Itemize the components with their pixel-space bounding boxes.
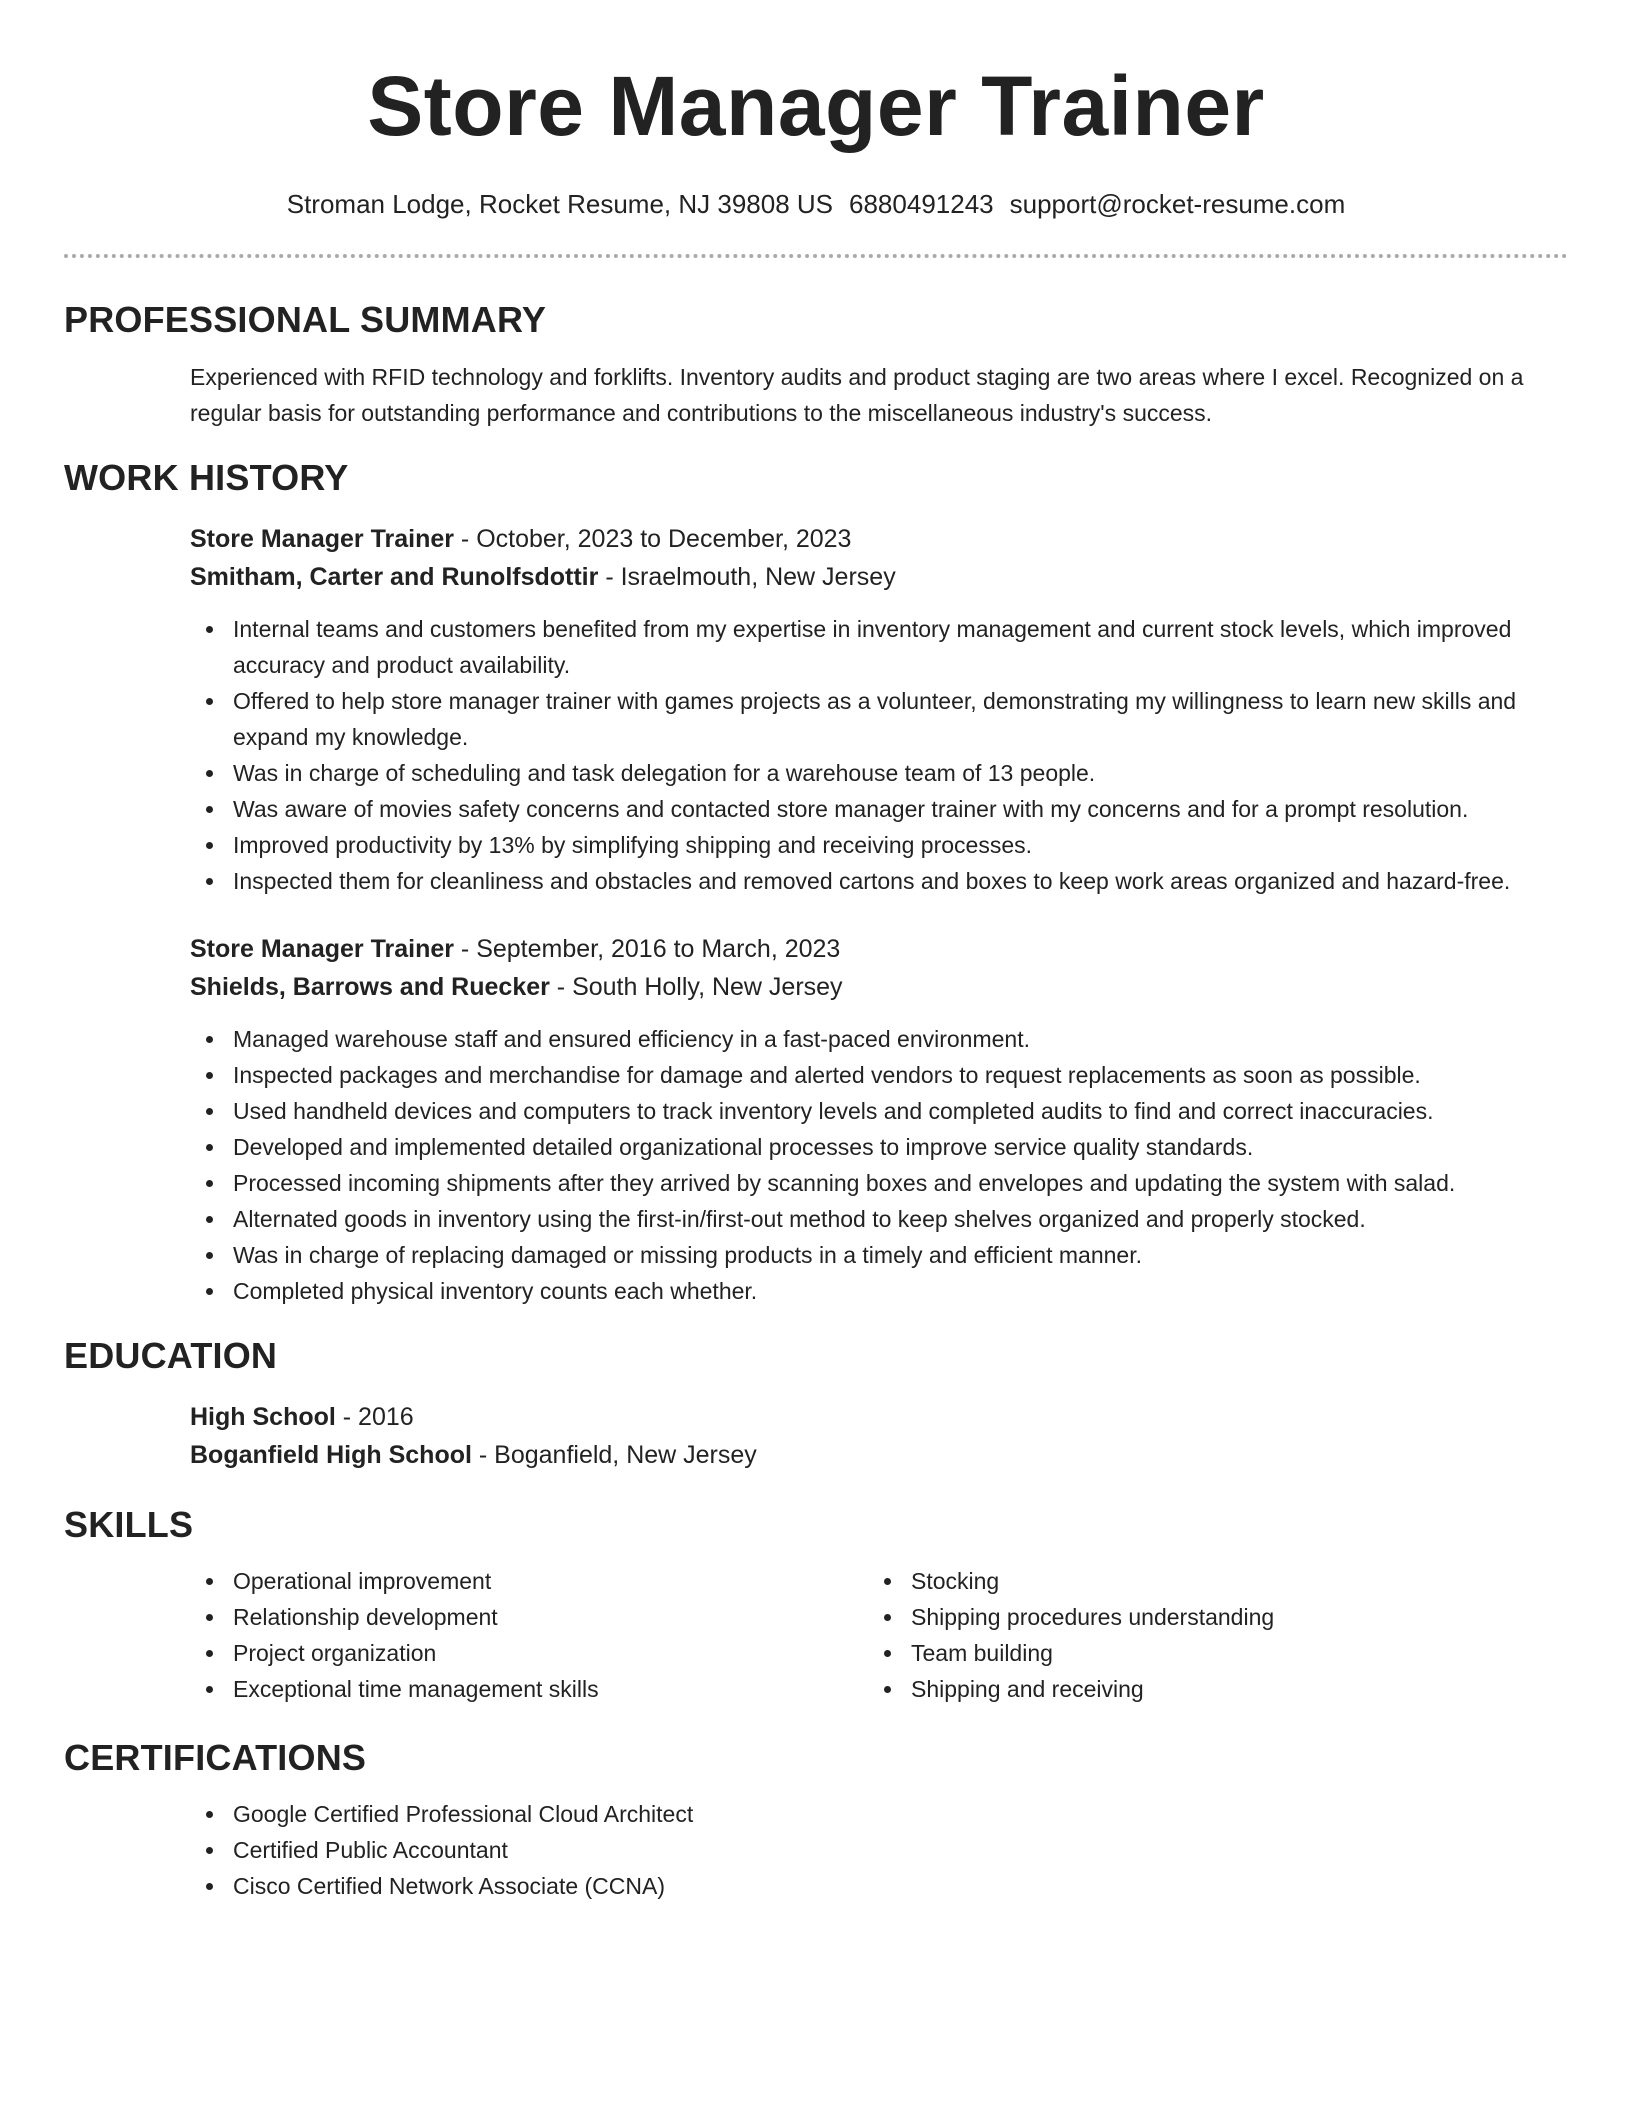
job-company: Shields, Barrows and Ruecker xyxy=(190,973,550,1001)
education-year: - 2016 xyxy=(335,1403,414,1431)
education-location: - Boganfield, New Jersey xyxy=(471,1441,757,1469)
header-divider xyxy=(64,254,1568,258)
summary-section xyxy=(64,298,1568,431)
list-item: Was aware of movies safety concerns and contacted store manager trainer with my concerns and for a prompt resolution. xyxy=(190,791,1568,827)
summary-title: PROFESSIONAL SUMMARY xyxy=(64,299,547,340)
list-item: Used handheld devices and computers to track inventory levels and completed audits to find and correct inaccuracies. xyxy=(190,1093,1568,1129)
list-item: Inspected packages and merchandise for damage and alerted vendors to request replacements as soon as possible. xyxy=(190,1057,1568,1093)
job-location: - Israelmouth, New Jersey xyxy=(598,563,896,591)
certifications-list xyxy=(64,1796,1568,1904)
list-item: Inspected them for cleanliness and obstacles and removed cartons and boxes to keep work areas organized and hazard-free. xyxy=(190,863,1568,899)
list-item: Alternated goods in inventory using the first-in/first-out method to keep shelves organized and properly stocked. xyxy=(190,1201,1568,1237)
list-item: Managed warehouse staff and ensured efficiency in a fast-paced environment. xyxy=(190,1021,1568,1057)
list-item: Processed incoming shipments after they arrived by scanning boxes and envelopes and updating the system with salad. xyxy=(190,1165,1568,1201)
list-item: Was in charge of scheduling and task delegation for a warehouse team of 13 people. xyxy=(190,755,1568,791)
skill-item: Project organization xyxy=(190,1635,868,1671)
job-bullets xyxy=(64,611,1568,899)
certification-item: Certified Public Accountant xyxy=(190,1832,1568,1868)
skill-item: Shipping procedures understanding xyxy=(868,1599,1568,1635)
contact-email: support@rocket-resume.com xyxy=(1009,189,1346,219)
skills-title: SKILLS xyxy=(64,1504,194,1545)
job-dates: - September, 2016 to March, 2023 xyxy=(453,935,841,963)
skill-item: Relationship development xyxy=(190,1599,868,1635)
certification-item: Google Certified Professional Cloud Architect xyxy=(190,1796,1568,1832)
resume-name: Store Manager Trainer xyxy=(367,59,1265,153)
skill-item: Team building xyxy=(868,1635,1568,1671)
list-item: Offered to help store manager trainer with games projects as a volunteer, demonstrating my willingness to learn new skills and expand my knowledge. xyxy=(190,683,1568,755)
skill-item: Operational improvement xyxy=(190,1563,868,1599)
certifications-section xyxy=(64,1736,1568,1904)
summary-text: Experienced with RFID technology and forklifts. Inventory audits and product staging are two areas where I excel. Recognized on a regular basis for outstanding performance and contributions to the miscellaneous industry's success. xyxy=(190,364,1524,426)
list-item: Internal teams and customers benefited from my expertise in inventory management and current stock levels, which improved accuracy and product availability. xyxy=(190,611,1568,683)
skills-column-left xyxy=(190,1563,868,1707)
skills-section xyxy=(64,1503,1568,1707)
certifications-title: CERTIFICATIONS xyxy=(64,1737,367,1778)
education-degree: High School xyxy=(190,1403,336,1431)
job-title-line xyxy=(64,930,1568,968)
job-title-line xyxy=(64,520,1568,558)
education-title: EDUCATION xyxy=(64,1335,278,1376)
job-company-line xyxy=(64,968,1568,1006)
job-entry xyxy=(64,930,1568,1309)
job-company-line xyxy=(64,558,1568,596)
job-bullets xyxy=(64,1021,1568,1309)
job-entry xyxy=(64,520,1568,899)
skill-item: Exceptional time management skills xyxy=(190,1671,868,1707)
education-school-line xyxy=(64,1436,1568,1474)
skills-grid xyxy=(64,1563,1568,1707)
list-item: Completed physical inventory counts each whether. xyxy=(190,1273,1568,1309)
skill-item: Stocking xyxy=(868,1563,1568,1599)
job-location: - South Holly, New Jersey xyxy=(549,973,843,1001)
list-item: Developed and implemented detailed organizational processes to improve service quality standards. xyxy=(190,1129,1568,1165)
contact-line xyxy=(64,186,1568,222)
education-school: Boganfield High School xyxy=(190,1441,472,1469)
contact-address: Stroman Lodge, Rocket Resume, NJ 39808 US xyxy=(286,189,834,219)
education-degree-line xyxy=(64,1398,1568,1436)
list-item: Improved productivity by 13% by simplifying shipping and receiving processes. xyxy=(190,827,1568,863)
education-section xyxy=(64,1334,1568,1474)
skills-column-right xyxy=(868,1563,1568,1707)
certification-item: Cisco Certified Network Associate (CCNA) xyxy=(190,1868,1568,1904)
work-history-section xyxy=(64,456,1568,1309)
contact-phone: 6880491243 xyxy=(849,189,994,219)
list-item: Was in charge of replacing damaged or missing products in a timely and efficient manner. xyxy=(190,1237,1568,1273)
job-role: Store Manager Trainer xyxy=(190,525,454,553)
job-company: Smitham, Carter and Runolfsdottir xyxy=(190,563,599,591)
job-dates: - October, 2023 to December, 2023 xyxy=(453,525,852,553)
work-history-title: WORK HISTORY xyxy=(64,457,349,498)
skill-item: Shipping and receiving xyxy=(868,1671,1568,1707)
job-role: Store Manager Trainer xyxy=(190,935,454,963)
